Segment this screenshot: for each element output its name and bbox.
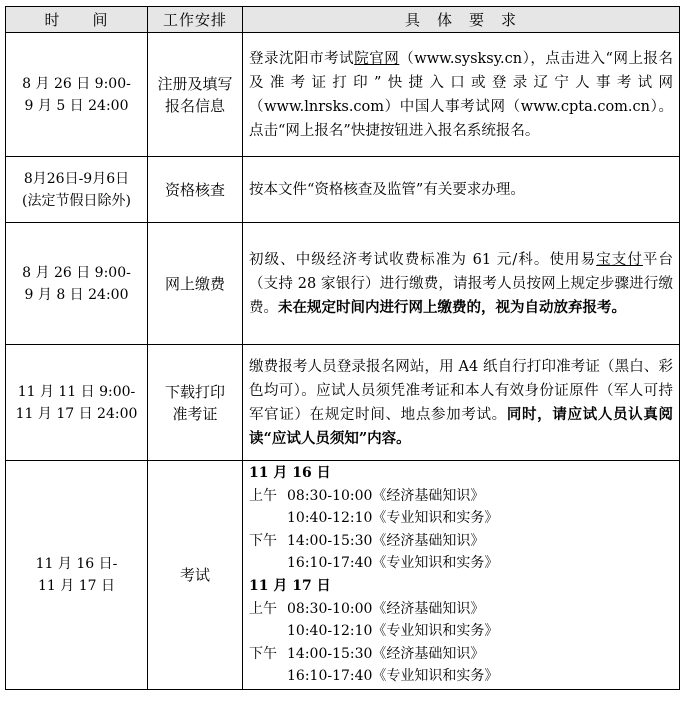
exam-half-day: 下午 [249, 645, 277, 662]
requirement-text: （www.sysksy.cn），点击进入“网上报名及准考证打印”快捷入口或登录辽宁人事考试网（www.lnrsks.com）中国人事考试网（www.cpta.com.cn）。点击“网上报名”快捷按钮进入报名系统报名。 [249, 50, 674, 139]
exam-subject: 《专业知识和实务》 [372, 623, 499, 640]
exam-half-day: 上午 [249, 487, 277, 504]
table-row [6, 345, 680, 461]
requirement-cell [243, 345, 680, 461]
task-line-1: 注册及填写 [157, 74, 233, 93]
time-cell [6, 157, 148, 223]
task-line-2: 准考证 [172, 404, 218, 423]
requirement-text: 平台（支持 28 家银行）进行缴费，请报考人员按网上规定步骤进行缴费。 [249, 251, 673, 316]
exam-time: 08:30-10:00 [287, 600, 373, 617]
exam-slot [249, 598, 673, 621]
time-cell [6, 223, 148, 345]
exam-time: 10:40-12:10 [287, 510, 373, 527]
exam-schedule-cell [243, 461, 680, 690]
time-start: 11 月 11 日 9:00- [17, 383, 136, 400]
time-start: 8月26日-9月6日 [23, 170, 130, 187]
time-cell [6, 461, 148, 690]
exam-subject: 《经济基础知识》 [372, 645, 485, 662]
exam-time: 08:30-10:00 [287, 487, 373, 504]
table-row [6, 157, 680, 223]
task-cell [148, 157, 243, 223]
exam-time: 10:40-12:10 [287, 623, 373, 640]
header-requirements: 具 体 要 求 [243, 7, 680, 33]
requirement-link[interactable]: 院官网 [354, 50, 400, 67]
requirement-emphasis: 未在规定时间内进行网上缴费的，视为自动放弃报考。 [278, 298, 626, 316]
header-row [6, 7, 680, 33]
time-start: 8 月 26 日 9:00- [22, 264, 131, 281]
exam-slot [249, 665, 673, 688]
task-cell [148, 461, 243, 690]
requirement-link[interactable]: 宝支付 [596, 251, 643, 268]
requirement-cell [243, 157, 680, 223]
requirement-text: 按本文件“资格核查及监管”有关要求办理。 [249, 181, 525, 198]
exam-time: 16:10-17:40 [287, 555, 373, 572]
exam-time: 14:00-15:30 [287, 532, 373, 549]
time-cell [6, 345, 148, 461]
task-line-2: 报名信息 [164, 96, 225, 115]
exam-subject: 《经济基础知识》 [372, 532, 485, 549]
exam-date: 11 月 17 日 [249, 577, 331, 594]
exam-subject: 《经济基础知识》 [372, 487, 485, 504]
exam-subject: 《专业知识和实务》 [372, 510, 499, 527]
exam-slot [249, 485, 673, 508]
requirement-text: 登录沈阳市考试 [249, 50, 355, 67]
time-end: 9 月 8 日 24:00 [24, 286, 129, 303]
task-line-1: 资格核查 [164, 180, 225, 199]
task-line-1: 网上缴费 [164, 274, 225, 293]
time-end: 11 月 17 日 24:00 [15, 405, 138, 422]
exam-slot [249, 552, 673, 575]
requirement-cell [243, 223, 680, 345]
time-end: 11 月 17 日 [38, 577, 115, 594]
task-line-1: 考试 [179, 565, 210, 584]
exam-subject: 《专业知识和实务》 [372, 668, 499, 685]
exam-slot [249, 530, 673, 553]
table-row [6, 33, 680, 157]
exam-time: 16:10-17:40 [287, 668, 373, 685]
exam-half-day: 下午 [249, 532, 277, 549]
task-cell [148, 345, 243, 461]
time-end: 9 月 5 日 24:00 [24, 97, 129, 114]
time-cell [6, 33, 148, 157]
exam-date: 11 月 16 日 [249, 465, 331, 481]
table-row [6, 461, 680, 690]
header-time: 时 间 [6, 7, 148, 33]
exam-slot [249, 507, 673, 530]
schedule-table [5, 6, 680, 690]
requirement-text: 初级、中级经济考试收费标准为 61 元/科。使用易 [249, 251, 597, 268]
time-start: 11 月 16 日- [35, 555, 118, 572]
requirement-emphasis: 同时，请应试人员认真阅读“应试人员须知”内容。 [249, 405, 674, 447]
header-task: 工作安排 [148, 7, 243, 33]
task-cell [148, 223, 243, 345]
task-cell [148, 33, 243, 157]
exam-slot [249, 643, 673, 666]
task-line-1: 下载打印 [164, 382, 225, 401]
exam-subject: 《专业知识和实务》 [372, 555, 499, 572]
requirement-cell [243, 33, 680, 157]
requirement-text: 缴费报考人员登录报名网站，用 A4 纸自行打印准考证（黑白、彩色均可）。应试人员须凭准考证和本人有效身份证原件（军人可持军官证）在规定时间、地点参加考试。 [249, 358, 673, 423]
exam-time: 14:00-15:30 [287, 645, 373, 662]
time-note: (法定节假日除外) [22, 192, 131, 209]
exam-subject: 《经济基础知识》 [372, 600, 485, 617]
exam-half-day: 上午 [249, 600, 277, 617]
time-start: 8 月 26 日 9:00- [22, 75, 131, 92]
exam-slot [249, 620, 673, 643]
table-row [6, 223, 680, 345]
